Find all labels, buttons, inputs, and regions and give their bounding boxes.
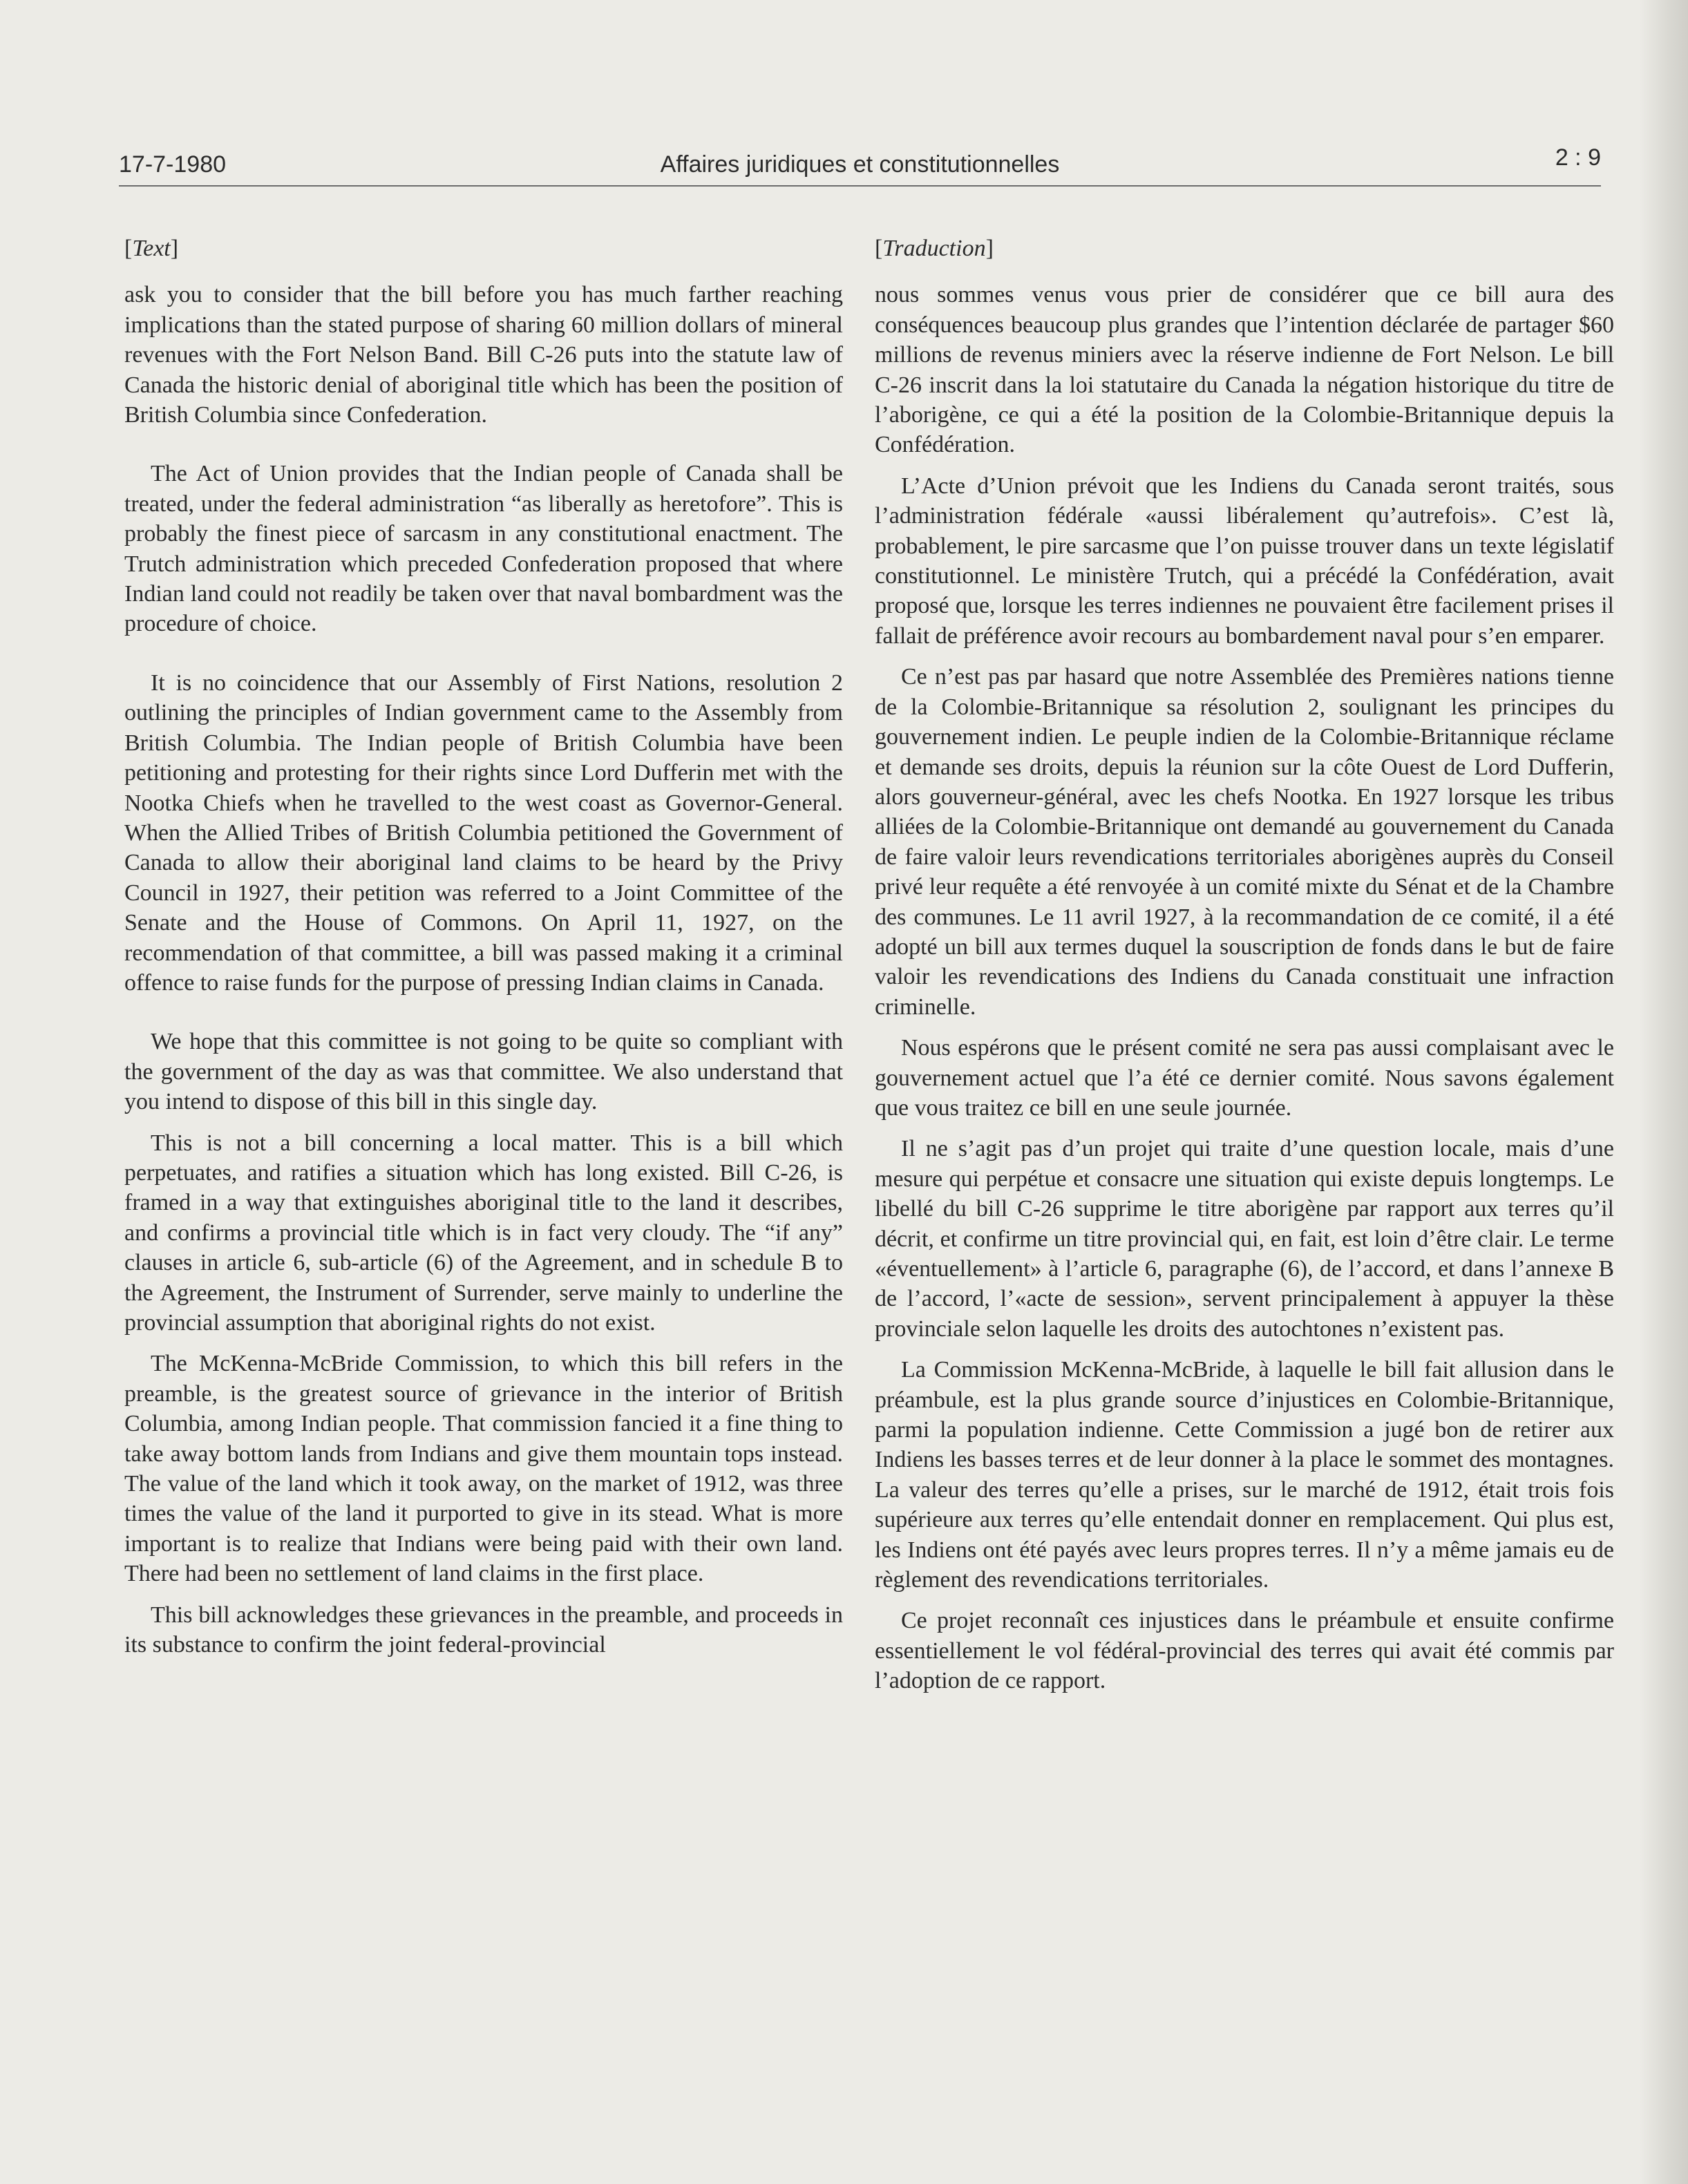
column-label-english: [Text]	[124, 236, 179, 261]
paragraph: The Act of Union provides that the Indian people of Canada shall be treated, under the federal administration “as liberally as heretofore”. This is probably the finest piece of sarcasm in any constitutional enactment. The Trutch administration which preceded Confederation proposed that where Indian land could not readily be taken over that naval bombardment was the procedure of choice.	[124, 461, 843, 637]
column-label-text: Text	[132, 236, 171, 261]
running-header	[119, 142, 1601, 184]
paragraph: nous sommes venus vous prier de considérer que ce bill aura des conséquences beaucoup plus grandes que l’intention déclarée de partager $60 millions de revenus miniers avec la réserve indienne de Fort Nelson. Le bill C-26 inscrit dans la loi statutaire du Canada la négation historique du titre de l’aborigène, ce qui a été la position de la Colombie-Britannique depuis la Confédération.	[875, 282, 1614, 458]
header-date: 17-7-1980	[119, 151, 227, 178]
column-label-french: [Traduction]	[875, 236, 994, 261]
header-rule	[119, 185, 1601, 187]
english-column	[124, 234, 843, 1660]
column-label-text: Traduction	[882, 236, 986, 261]
paragraph: We hope that this committee is not going to be quite so compliant with the government of the day as was that committee. We also understand that you intend to dispose of this bill in this single day.	[124, 1029, 843, 1115]
page-edge-shadow	[1640, 0, 1688, 2184]
paragraph: This is not a bill concerning a local matter. This is a bill which perpetuates, and ratifies a situation which has long existed. Bill C-26, is framed in a way that extinguishes aboriginal title to the land it describes, and confirms a provincial title which is in fact very cloudy. The “if any” clauses in article 6, sub-article (6) of the Agreement, and in schedule B to the Agreement, the Instrument of Surrender, serve mainly to underline the provincial assumption that aboriginal rights do not exist.	[124, 1130, 843, 1336]
french-column	[875, 234, 1614, 1696]
paragraph: Nous espérons que le présent comité ne sera pas aussi complaisant avec le gouvernement actuel que l’a été ce dernier comité. Nous savons également que vous traitez ce bill en une seule journée.	[875, 1035, 1614, 1121]
header-title: Affaires juridiques et constitutionnelles	[660, 151, 1060, 178]
paragraph: ask you to consider that the bill before you has much farther reaching implications than the stated purpose of sharing 60 million dollars of mineral revenues with the Fort Nelson Band. Bill C-26 puts into the statute law of Canada the historic denial of aboriginal title which has been the position of British Columbia since Confederation.	[124, 282, 843, 428]
paragraph: Ce n’est pas par hasard que notre Assemblée des Premières nations tienne de la Colombie-Britannique sa résolution 2, soulignant les principes du gouvernement indien. Le peuple indien de la Colombie-Britannique réclame et demande ses droits, depuis la réunion sur la côte Ouest de Lord Dufferin, alors gouverneur-général, avec les chefs Nootka. En 1927 lorsque les tribus alliées de la Colombie-Britannique ont demandé au gouvernement du Canada de faire valoir leurs revendications territoriales aborigènes auprès du Conseil privé leur requête a été renvoyée à un comité mixte du Sénat et de la Chambre des communes. Le 11 avril 1927, à la recommandation de ce comité, il a été adopté un bill aux termes duquel la souscription de fonds dans le but de faire valoir les revendications des Indiens du Canada constituait une infraction criminelle.	[875, 664, 1614, 1020]
paragraph: La Commission McKenna-McBride, à laquelle le bill fait allusion dans le préambule, est la plus grande source d’injustices en Colombie-Britannique, parmi la population indienne. Cette Commission a jugé bon de retirer aux Indiens les basses terres et de leur donner à la place le sommet des montagnes. La valeur des terres qu’elle a prises, sur le marché de 1912, était trois fois supérieure aux terres qu’elle entendait donner en remplacement. Qui plus est, les Indiens ont été payés avec leurs propres terres. Il n’y a même jamais eu de règlement des revendications territoriales.	[875, 1357, 1614, 1593]
paragraph: Ce projet reconnaît ces injustices dans le préambule et ensuite confirme essentiellement le vol fédéral-provincial des terres qui avait été commis par l’adoption de ce rapport.	[875, 1608, 1614, 1694]
paragraph: Il ne s’agit pas d’un projet qui traite d’une question locale, mais d’une mesure qui perpétue et consacre une situation qui existe depuis longtemps. Le libellé du bill C-26 supprime le titre aborigène par rapport aux terres qu’il décrit, et confirme un titre provincial qui, en fait, est loin d’être clair. Le terme «éventuellement» à l’article 6, paragraphe (6), de l’accord, et dans l’annexe B de l’accord, l’«acte de session», servent principalement à appuyer la thèse provinciale selon laquelle les droits des autochtones n’existent pas.	[875, 1136, 1614, 1342]
paragraph: The McKenna-McBride Commission, to which this bill refers in the preamble, is the greatest source of grievance in the interior of British Columbia, among Indian people. That commission fancied it a fine thing to take away bottom lands from Indians and give them mountain tops instead. The value of the land which it took away, on the market of 1912, was three times the value of the land it purported to give in its stead. What is more important is to realize that Indians were being paid with their own land. There had been no settlement of land claims in the first place.	[124, 1351, 843, 1587]
paragraph: It is no coincidence that our Assembly of First Nations, resolution 2 outlining the principles of Indian government came to the Assembly from British Columbia. The Indian people of British Columbia have been petitioning and protesting for their rights since Lord Dufferin met with the Nootka Chiefs when he travelled to the west coast as Governor-General. When the Allied Tribes of British Columbia petitioned the Government of Canada to allow their aboriginal land claims to be heard by the Privy Council in 1927, their petition was referred to a Joint Committee of the Senate and the House of Commons. On April 11, 1927, on the recommendation of that committee, a bill was passed making it a criminal offence to raise funds for the purpose of pressing Indian claims in Canada.	[124, 670, 843, 996]
paragraph: This bill acknowledges these grievances in the preamble, and proceeds in its substance to confirm the joint federal-provincial	[124, 1602, 843, 1658]
header-page-number: 2 : 9	[1555, 144, 1601, 171]
paragraph: L’Acte d’Union prévoit que les Indiens du Canada seront traités, sous l’administration fédérale «aussi libéralement qu’autrefois». C’est là, probablement, le pire sarcasme que l’on puisse trouver dans un texte législatif constitutionnel. Le ministère Trutch, qui a précédé la Confédération, avait proposé que, lorsque les terres indiennes ne pouvaient être facilement prises il fallait de préférence avoir recours au bombardement naval pour s’en emparer.	[875, 473, 1614, 649]
